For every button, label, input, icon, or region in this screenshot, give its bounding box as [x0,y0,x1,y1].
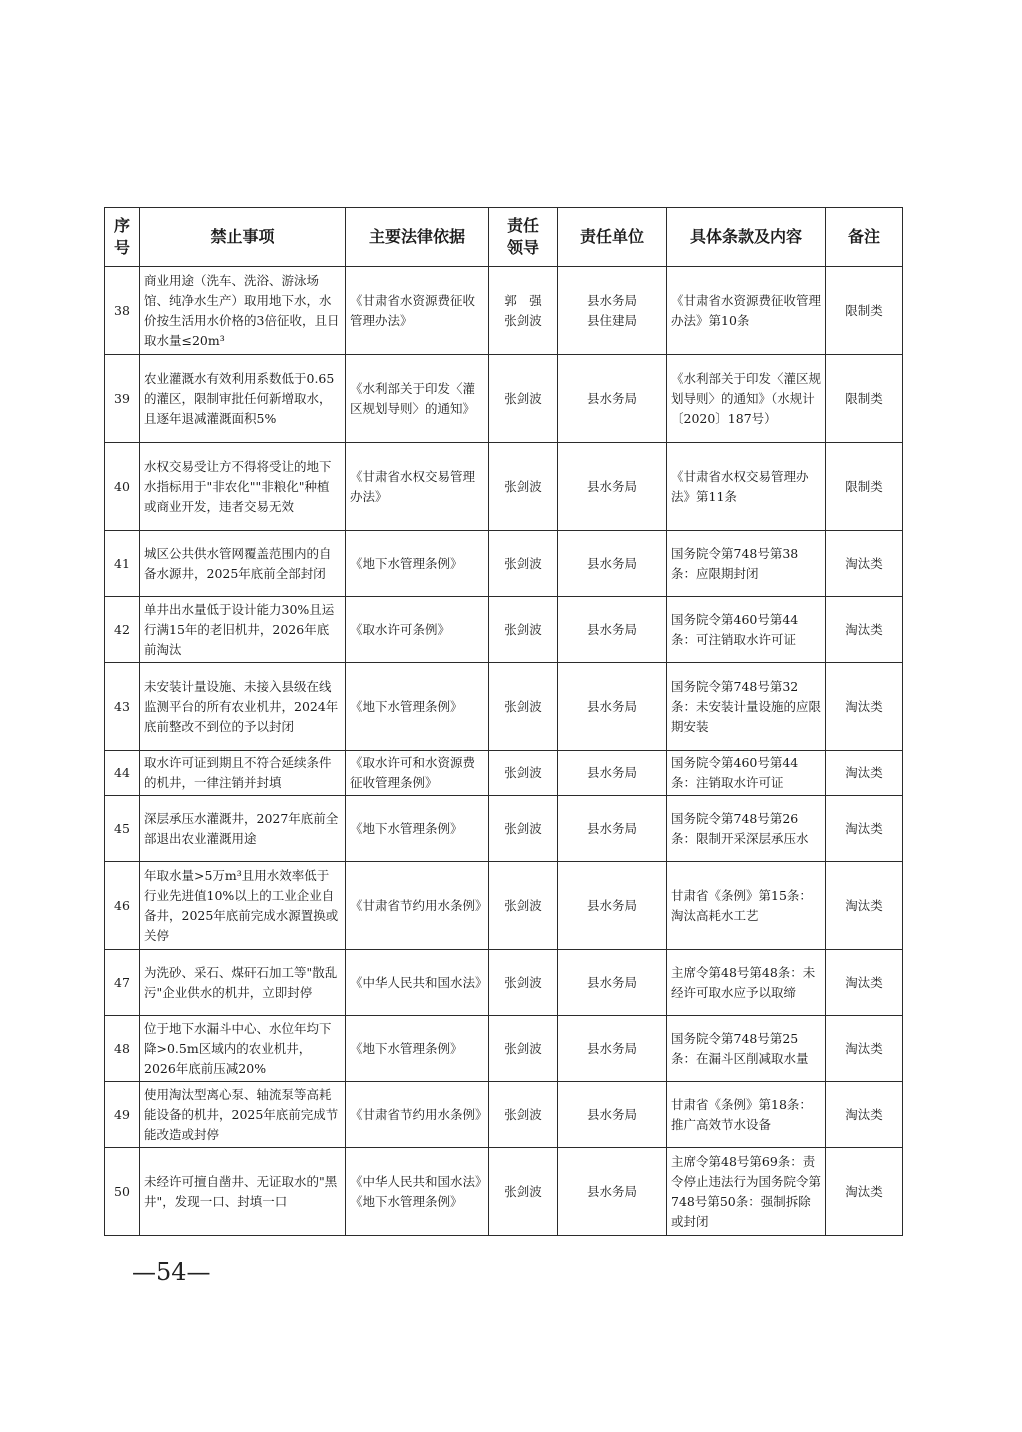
prohibited-item: 未安装计量设施、未接入县级在线监测平台的所有农业机井，2024年底前整改不到位的予以封闭 [140,663,346,751]
header-article: 具体条款及内容 [667,208,826,267]
category-note: 淘汰类 [826,862,903,950]
row-num: 43 [105,663,140,751]
row-num: 47 [105,950,140,1016]
responsible-leader: 郭 强 张剑波 [489,267,558,355]
table-row [105,597,903,663]
responsible-unit: 县水务局 [558,1082,667,1148]
row-num: 46 [105,862,140,950]
prohibited-item: 使用淘汰型离心泵、轴流泵等高耗能设备的机井，2025年底前完成节能改造或封停 [140,1082,346,1148]
prohibited-item: 为洗砂、采石、煤矸石加工等"散乱污"企业供水的机井，立即封停 [140,950,346,1016]
row-num: 40 [105,443,140,531]
specific-article: 甘肃省《条例》第15条：淘汰高耗水工艺 [667,862,826,950]
prohibited-item: 未经许可擅自凿井、无证取水的"黑井"，发现一口、封填一口 [140,1148,346,1236]
specific-article: 国务院令第748号第32条：未安装计量设施的应限期安装 [667,663,826,751]
responsible-leader: 张剑波 [489,663,558,751]
legal-basis: 《甘肃省水权交易管理办法》 [346,443,489,531]
responsible-unit: 县水务局 县住建局 [558,267,667,355]
header-unit: 责任单位 [558,208,667,267]
header-law: 主要法律依据 [346,208,489,267]
category-note: 淘汰类 [826,1148,903,1236]
legal-basis: 《中华人民共和国水法》《地下水管理条例》 [346,1148,489,1236]
legal-basis: 《取水许可和水资源费征收管理条例》 [346,751,489,796]
table-row [105,443,903,531]
responsible-unit: 县水务局 [558,796,667,862]
table-row [105,663,903,751]
specific-article: 《甘肃省水权交易管理办法》第11条 [667,443,826,531]
legal-basis: 《取水许可条例》 [346,597,489,663]
specific-article: 国务院令第460号第44条：注销取水许可证 [667,751,826,796]
row-num: 38 [105,267,140,355]
responsible-leader: 张剑波 [489,796,558,862]
responsible-unit: 县水务局 [558,862,667,950]
specific-article: 国务院令第460号第44条：可注销取水许可证 [667,597,826,663]
category-note: 限制类 [826,355,903,443]
row-num: 49 [105,1082,140,1148]
legal-basis: 《甘肃省节约用水条例》 [346,862,489,950]
specific-article: 国务院令第748号第38条：应限期封闭 [667,531,826,597]
specific-article: 甘肃省《条例》第18条：推广高效节水设备 [667,1082,826,1148]
specific-article: 国务院令第748号第26条：限制开采深层承压水 [667,796,826,862]
responsible-unit: 县水务局 [558,531,667,597]
header-leader: 责任 领导 [489,208,558,267]
table-row [105,950,903,1016]
page-number: —54— [132,1258,211,1286]
legal-basis: 《中华人民共和国水法》 [346,950,489,1016]
specific-article: 主席令第48号第48条：未经许可取水应予以取缔 [667,950,826,1016]
responsible-leader: 张剑波 [489,355,558,443]
table-row [105,862,903,950]
responsible-leader: 张剑波 [489,1082,558,1148]
legal-basis: 《地下水管理条例》 [346,796,489,862]
category-note: 淘汰类 [826,597,903,663]
row-num: 42 [105,597,140,663]
specific-article: 国务院令第748号第25条：在漏斗区削减取水量 [667,1016,826,1082]
header-item: 禁止事项 [140,208,346,267]
category-note: 淘汰类 [826,796,903,862]
header-category: 备注 [826,208,903,267]
legal-basis: 《地下水管理条例》 [346,663,489,751]
prohibited-item: 农业灌溉水有效利用系数低于0.65的灌区，限制审批任何新增取水，且逐年退减灌溉面积5% [140,355,346,443]
prohibited-item: 水权交易受让方不得将受让的地下水指标用于"非农化""非粮化"种植或商业开发，违者交易无效 [140,443,346,531]
prohibited-item: 城区公共供水管网覆盖范围内的自备水源井，2025年底前全部封闭 [140,531,346,597]
responsible-unit: 县水务局 [558,663,667,751]
table-row [105,267,903,355]
table-row [105,1082,903,1148]
responsible-leader: 张剑波 [489,443,558,531]
category-note: 淘汰类 [826,1016,903,1082]
responsible-unit: 县水务局 [558,355,667,443]
legal-basis: 《地下水管理条例》 [346,531,489,597]
category-note: 限制类 [826,267,903,355]
table-row [105,355,903,443]
responsible-unit: 县水务局 [558,1016,667,1082]
responsible-leader: 张剑波 [489,531,558,597]
table-row [105,531,903,597]
category-note: 淘汰类 [826,751,903,796]
prohibited-item: 单井出水量低于设计能力30%且运行满15年的老旧机井，2026年底前淘汰 [140,597,346,663]
category-note: 限制类 [826,443,903,531]
table-row [105,796,903,862]
responsible-leader: 张剑波 [489,597,558,663]
responsible-leader: 张剑波 [489,751,558,796]
prohibited-item: 取水许可证到期且不符合延续条件的机井，一律注销并封填 [140,751,346,796]
responsible-leader: 张剑波 [489,1016,558,1082]
row-num: 41 [105,531,140,597]
specific-article: 主席令第48号第69条：责令停止违法行为国务院令第748号第50条：强制拆除或封闭 [667,1148,826,1236]
category-note: 淘汰类 [826,663,903,751]
specific-article: 《甘肃省水资源费征收管理办法》第10条 [667,267,826,355]
row-num: 44 [105,751,140,796]
regulation-table [104,207,903,1236]
prohibited-item: 深层承压水灌溉井，2027年底前全部退出农业灌溉用途 [140,796,346,862]
prohibited-item: 年取水量>5万m³且用水效率低于行业先进值10%以上的工业企业自备井，2025年底前完成水源置换或关停 [140,862,346,950]
row-num: 39 [105,355,140,443]
header-num: 序 号 [105,208,140,267]
table-header-row [105,208,903,267]
table-body [105,267,903,1236]
category-note: 淘汰类 [826,531,903,597]
responsible-unit: 县水务局 [558,597,667,663]
prohibited-item: 位于地下水漏斗中心、水位年均下降>0.5m区域内的农业机井，2026年底前压减20% [140,1016,346,1082]
responsible-leader: 张剑波 [489,1148,558,1236]
legal-basis: 《地下水管理条例》 [346,1016,489,1082]
responsible-unit: 县水务局 [558,751,667,796]
legal-basis: 《水利部关于印发〈灌区规划导则〉的通知》 [346,355,489,443]
row-num: 50 [105,1148,140,1236]
table-row [105,1016,903,1082]
responsible-unit: 县水务局 [558,443,667,531]
table-row [105,1148,903,1236]
legal-basis: 《甘肃省水资源费征收管理办法》 [346,267,489,355]
prohibited-item: 商业用途（洗车、洗浴、游泳场馆、纯净水生产）取用地下水，水价按生活用水价格的3倍征收，且日取水量≤20m³ [140,267,346,355]
responsible-leader: 张剑波 [489,862,558,950]
category-note: 淘汰类 [826,1082,903,1148]
responsible-unit: 县水务局 [558,1148,667,1236]
specific-article: 《水利部关于印发〈灌区规划导则〉的通知》（水规计〔2020〕187号） [667,355,826,443]
row-num: 48 [105,1016,140,1082]
category-note: 淘汰类 [826,950,903,1016]
legal-basis: 《甘肃省节约用水条例》 [346,1082,489,1148]
row-num: 45 [105,796,140,862]
responsible-leader: 张剑波 [489,950,558,1016]
responsible-unit: 县水务局 [558,950,667,1016]
table-row [105,751,903,796]
